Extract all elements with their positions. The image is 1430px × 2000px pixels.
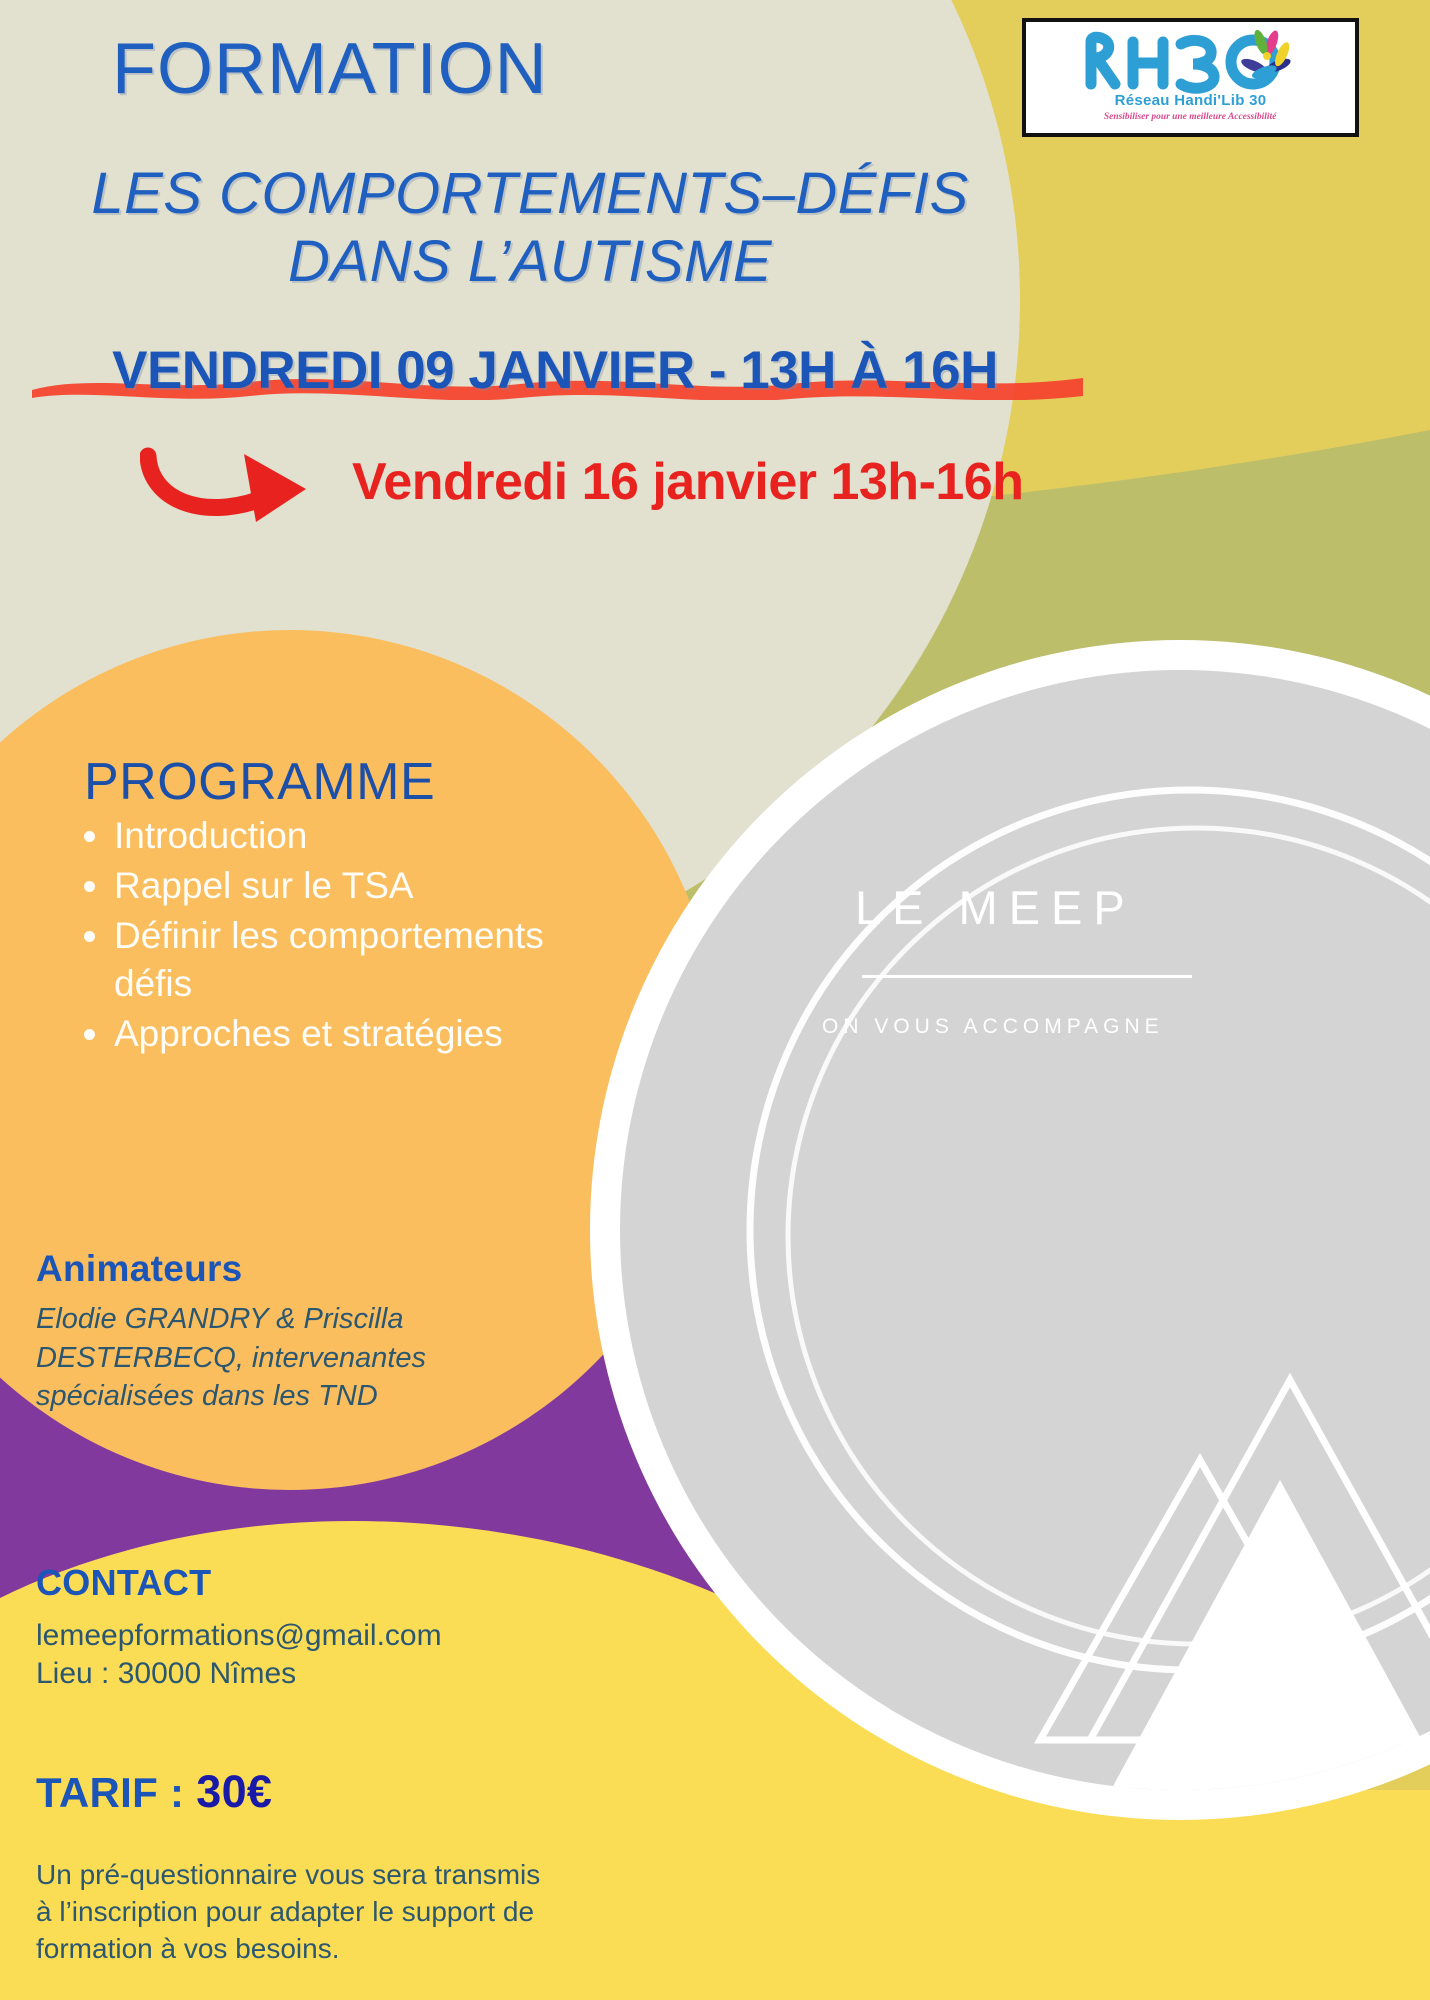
animateurs-heading: Animateurs xyxy=(36,1248,243,1289)
bullet-icon xyxy=(84,881,95,892)
rh30-name: Réseau Handi'Lib 30 xyxy=(1114,92,1267,109)
rh30-logo xyxy=(1022,18,1359,137)
page-title-line2: DANS L’AUTISME xyxy=(288,229,772,295)
bullet-icon xyxy=(84,931,95,942)
list-item-label: Définir les comportements défis xyxy=(114,915,544,1005)
list-item xyxy=(72,862,632,910)
curved-arrow-icon xyxy=(140,440,360,530)
tarif-amount: 30€ xyxy=(196,1766,273,1817)
contact-heading: CONTACT xyxy=(36,1562,212,1603)
programme-list xyxy=(72,812,632,1060)
programme-heading: PROGRAMME xyxy=(84,753,436,811)
meep-logo-tagline: ON VOUS ACCOMPAGNE xyxy=(822,1015,1164,1038)
new-date-text: Vendredi 16 janvier 13h-16h xyxy=(352,453,1024,511)
meep-logo-divider xyxy=(862,975,1192,978)
contact-place: Lieu : 30000 Nîmes xyxy=(36,1657,297,1691)
meep-logo-word: LE MEEP xyxy=(855,881,1136,934)
animateurs-text: Elodie GRANDRY & Priscilla DESTERBECQ, intervenantes spécialisées dans les TND xyxy=(36,1303,427,1413)
list-item xyxy=(72,1010,632,1058)
list-item xyxy=(72,912,632,1008)
list-item-label: Introduction xyxy=(114,815,308,856)
rh30-mark-icon xyxy=(1071,26,1311,96)
page-title-kicker: FORMATION xyxy=(112,29,548,109)
old-date-block xyxy=(0,340,1110,430)
tarif-block xyxy=(36,1766,272,1818)
old-date-text: VENDREDI 09 JANVIER - 13H À 16H xyxy=(112,341,998,400)
list-item xyxy=(72,812,632,860)
tarif-label: TARIF : xyxy=(36,1769,185,1816)
bullet-icon xyxy=(84,831,95,842)
list-item-label: Approches et stratégies xyxy=(114,1013,503,1055)
rh30-tagline: Sensibiliser pour une meilleure Accessibilité xyxy=(1104,111,1277,121)
page-title-line1: LES COMPORTEMENTS–DÉFIS xyxy=(91,161,969,226)
bullet-icon xyxy=(84,1029,95,1040)
list-item-label: Rappel sur le TSA xyxy=(114,865,414,907)
page-title xyxy=(0,160,1060,297)
contact-details xyxy=(36,1617,596,1694)
footer-note: Un pré-questionnaire vous sera transmis à l’inscription pour adapter le support de formation à vos besoins. xyxy=(36,1859,541,1965)
contact-email[interactable]: lemeepformations@gmail.com xyxy=(36,1619,442,1652)
